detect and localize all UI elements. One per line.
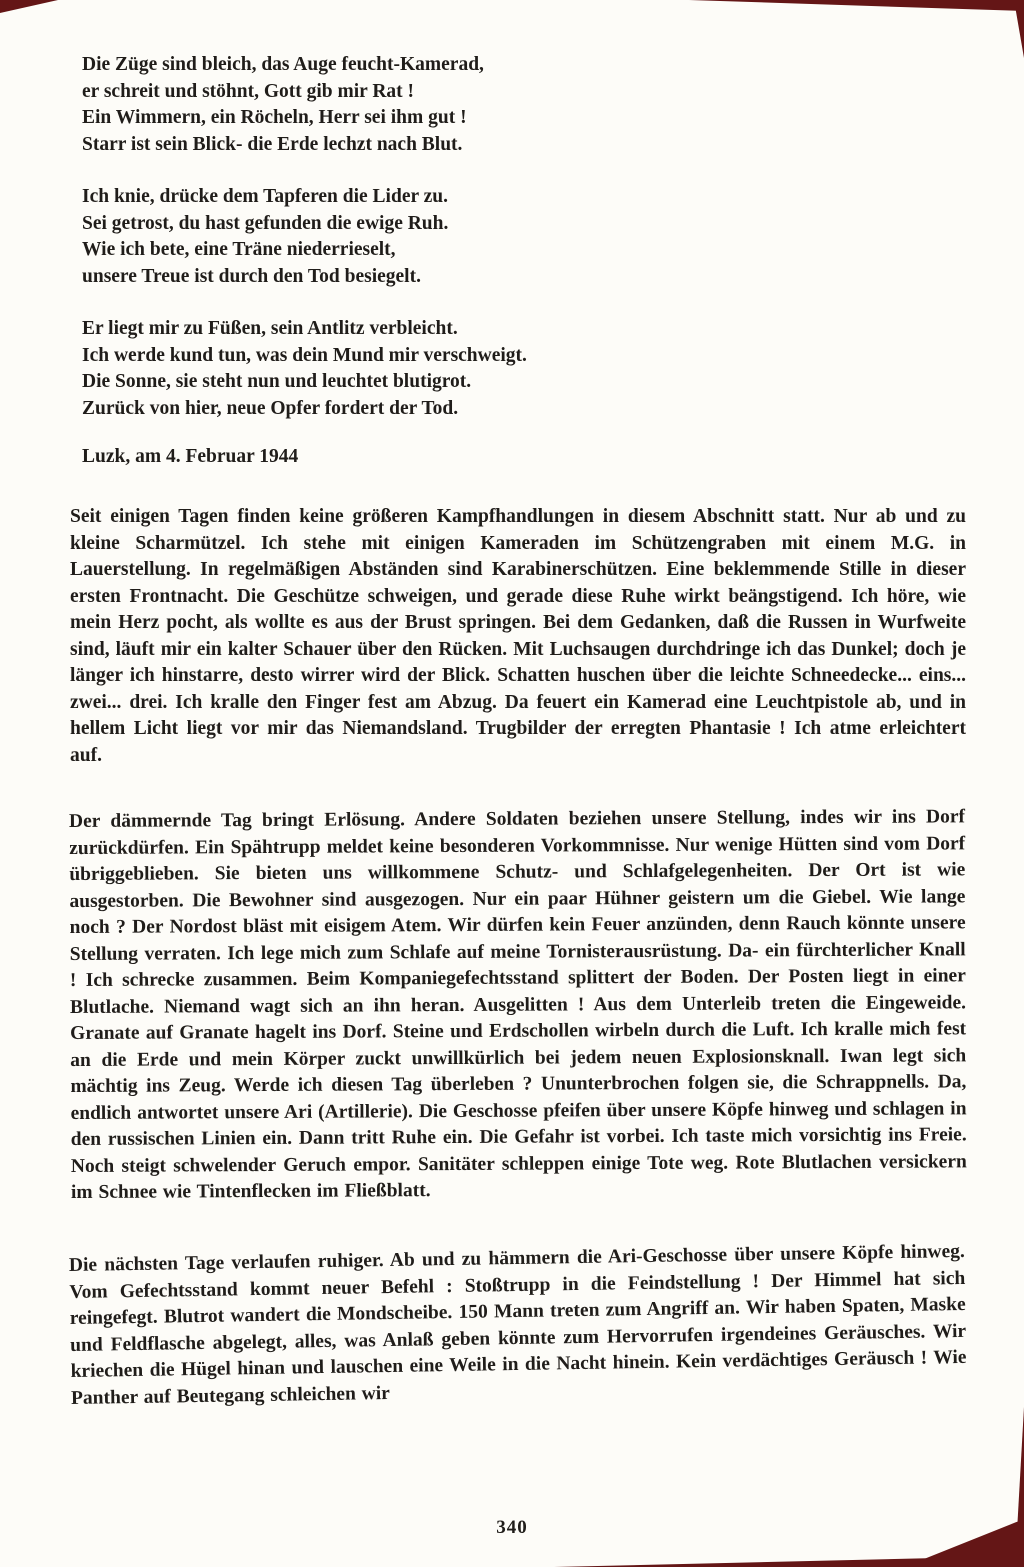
scan-artifact-top-left xyxy=(0,0,58,13)
poem xyxy=(82,52,966,422)
poem-line: Starr ist sein Blick- die Erde lechzt nach Blut. xyxy=(82,133,463,155)
poem-line: Zurück von hier, neue Opfer fordert der Tod. xyxy=(82,397,459,419)
body-paragraph-3: Die nächsten Tage verlaufen ruhiger. Ab und zu hämmern die Ari-Geschosse über unsere Köpfe hinweg. Vom Gefechtsstand kommt neuer Befehl : Stoßtrupp in die Feindstellung ! Der Himmel hat sich reingefegt. Blutrot wandert die Mondscheibe. 150 Mann treten zum Angriff an. Wir haben Spaten, Maske und Feldflasche abgelegt, alles, was Anlaß geben könnte zum Hervorrufen irgendeines Geräusches. Wir kriechen die Hügel hinan und lauschen eine Weile in die Nacht hinein. Kein verdächtiges Geräusch ! Wie Panther auf Beutegang schleichen wir xyxy=(68,1240,967,1408)
poem-line: Er liegt mir zu Füßen, sein Antlitz verbleicht. xyxy=(82,318,458,339)
poem-line: Die Züge sind bleich, das Auge feucht-Kamerad, xyxy=(82,54,484,75)
body-paragraph-1: Seit einigen Tagen finden keine größeren Kampfhandlungen in diesem Abschnitt statt. Nur ab und zu kleine Scharmützel. Ich stehe mit einigen Kameraden im Schützengraben mit einem M.G. in Lauerstellung. In regelmäßigen Abständen sind Karabinerschützen. Eine beklemmende Stille in dieser ersten Frontnacht. Die Geschütze schweigen, und gerade diese Ruhe wirkt beängstigend. Ich höre, wie mein Herz pocht, als wollte es aus der Brust springen. Bei dem Gedanken, daß die Russen in Wurfweite sind, läuft mir ein kalter Schauer über den Rücken. Mit Luchsaugen durchdringe ich das Dunkel; doch je länger ich hinstarre, desto wirrer wird der Blick. Schatten huschen über die leichte Schneedecke... eins... zwei... drei. Ich kralle den Finger fest am Abzug. Da feuert ein Kamerad eine Leuchtpistole ab, und in hellem Licht liegt vor mir das Niemandsland. Trugbilder der erregten Phantasie ! Ich atme erleichtert auf. xyxy=(70,506,966,766)
poem-line: Ich werde kund tun, was dein Mund mir verschweigt. xyxy=(82,344,527,366)
body-paragraph-2: Der dämmernde Tag bringt Erlösung. Andere Soldaten beziehen unsere Stellung, indes wir ins Dorf zurückdürfen. Ein Spähtrupp meldet keine besonderen Vorkommnisse. Nur wenige Hütten sind vom Dorf übriggeblieben. Sie bieten uns willkommene Schutz- und Schlafgelegenheiten. Der Ort ist wie ausgestorben. Die Bewohner sind ausgezogen. Nur ein paar Hühner geistern um die Giebel. Wie lange noch ? Der Nordost bläst mit eisigem Atem. Wir dürfen kein Feuer anzünden, denn Rauch könnte unsere Stellung verraten. Ich lege mich zum Schlafe auf meine Tornisterausrüstung. Da- ein fürchterlicher Knall ! Ich schrecke zusammen. Beim Kompaniegefechtsstand splittert der Boden. Der Posten liegt in einer Blutlache. Niemand wagt sich an ihn heran. Ausgelitten ! Aus dem Unterleib treten die Eingeweide. Granate auf Granate hagelt ins Dorf. Steine und Erdschollen wirbeln durch die Luft. Ich kralle mich fest an die Erde und mein Körper zuckt unwillkürlich bei jedem neuen Explosionsknall. Iwan legt sich mächtig ins Zeug. Werde ich diesen Tag überleben ? Ununterbrochen folgen sie, die Schrappnells. Da, endlich antwortet unsere Ari (Artillerie). Die Geschosse pfeifen über unsere Köpfe hinweg und schlagen in den russischen Linien ein. Dann tritt Ruhe ein. Die Gefahr ist vorbei. Ich taste mich vorsichtig ins Freie. Noch steigt schwelender Geruch empor. Sanitäter schleppen einige Tote weg. Rote Blutlachen versickern im Schnee wie Tintenflecken im Fließblatt. xyxy=(68,806,967,1203)
poem-line: Sei getrost, du hast gefunden die ewige Ruh. xyxy=(82,212,449,234)
poem-line: Ein Wimmern, ein Röcheln, Herr sei ihm gut ! xyxy=(82,107,467,128)
scan-artifact-top-right-side xyxy=(1014,0,1024,58)
poem-line: Die Sonne, sie steht nun und leuchtet blutigrot. xyxy=(82,371,472,392)
poem-stanza-2 xyxy=(82,184,966,290)
poem-line: Ich knie, drücke dem Tapferen die Lider zu. xyxy=(82,186,449,207)
poem-line: er schreit und stöhnt, Gott gib mir Rat ! xyxy=(82,80,415,102)
poem-line: unsere Treue ist durch den Tod besiegelt. xyxy=(82,265,421,287)
scan-artifact-right-side-bottom xyxy=(1015,1407,1024,1567)
poem-line: Wie ich bete, eine Träne niederrieselt, xyxy=(82,239,396,260)
page-number: 340 xyxy=(496,1517,528,1538)
poem-stanza-1 xyxy=(82,52,966,158)
poem-dateline: Luzk, am 4. Februar 1944 xyxy=(82,446,299,467)
scan-artifact-top-right-strip xyxy=(689,0,1024,11)
poem-stanza-3 xyxy=(82,316,966,422)
body-text xyxy=(70,504,966,1412)
scan-artifact-bottom-strip xyxy=(554,1556,1024,1567)
